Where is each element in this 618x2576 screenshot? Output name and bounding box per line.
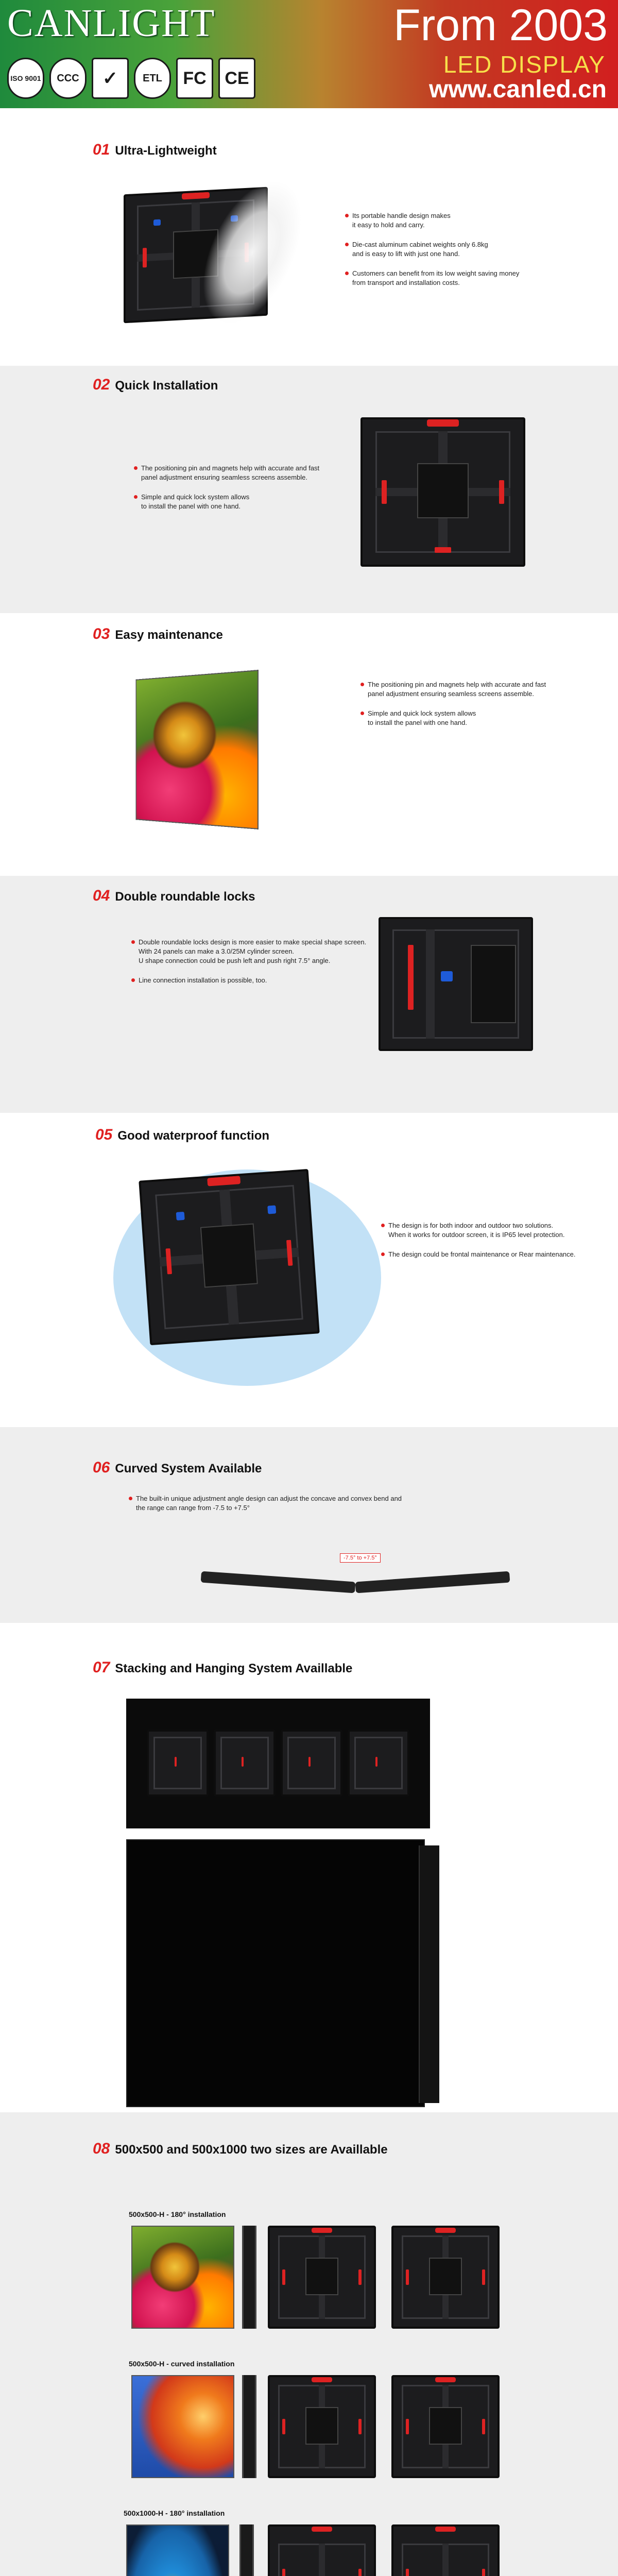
- cabinet-side-image: [242, 2375, 256, 2478]
- website-link[interactable]: www.canled.cn: [429, 76, 607, 103]
- section-title: [93, 376, 218, 394]
- feature-item: Simple and quick lock system allows to install the panel with one hand.: [134, 493, 319, 511]
- hanging-screen-image: [126, 1839, 425, 2107]
- section-number: 01: [93, 141, 110, 158]
- feature-item: The design could be frontal maintenance or Rear maintenance.: [381, 1250, 576, 1259]
- curved-screen-image: [201, 1571, 356, 1594]
- feature-list: [134, 464, 319, 521]
- section-heading: Good waterproof function: [117, 1129, 270, 1143]
- section-number: 02: [93, 376, 110, 393]
- cabinet-rear-image: [360, 417, 525, 567]
- cabinet-rear-image: [268, 2524, 376, 2576]
- cabinet-side-image: [242, 2226, 256, 2329]
- section-heading: Easy maintenance: [115, 628, 223, 642]
- feature-item: The design is for both indoor and outdoor two solutions. When it works for outdoor screen, it is IP65 level protection.: [381, 1221, 576, 1240]
- since-year: From 2003: [393, 1, 608, 50]
- feature-item: The positioning pin and magnets help with accurate and fast panel adjustment ensuring seamless screens assemble.: [360, 680, 546, 699]
- ccc-badge-icon: CCC: [49, 58, 87, 99]
- section-ultra-lightweight: [0, 108, 618, 366]
- section-easy-maintenance: [0, 613, 618, 876]
- section-title: [93, 1659, 352, 1676]
- section-number: 04: [93, 887, 110, 904]
- feature-list: [360, 680, 546, 738]
- section-waterproof: [0, 1113, 618, 1427]
- section-title: [93, 887, 255, 905]
- variant-label: 500x1000-H - 180° installation: [124, 2509, 225, 2517]
- section-heading: Curved System Available: [115, 1462, 262, 1476]
- section-stacking-hanging: [0, 1623, 618, 2112]
- section-title: [93, 625, 223, 643]
- ce-badge-icon: CE: [218, 58, 255, 99]
- feature-list: [345, 211, 519, 298]
- feature-item: The positioning pin and magnets help with accurate and fast panel adjustment ensuring seamless screens assemble.: [134, 464, 319, 482]
- bee-display-image: [131, 2226, 234, 2329]
- feature-list: [129, 1494, 402, 1523]
- stacked-cabinets-image: [126, 1699, 430, 1828]
- section-number: 05: [95, 1126, 113, 1143]
- section-title: [93, 1459, 262, 1477]
- section-double-roundable-locks: [0, 876, 618, 1113]
- feature-item: Customers can benefit from its low weight saving money from transport and installation costs.: [345, 269, 519, 287]
- led-display-subtitle: LED DISPLAY: [443, 51, 606, 78]
- feature-item: Its portable handle design makes it easy to hold and carry.: [345, 211, 519, 230]
- section-heading: Quick Installation: [115, 379, 218, 393]
- cabinet-rear-image: [391, 2226, 500, 2329]
- certification-badges: [7, 58, 255, 99]
- lock-closeup-image: [379, 917, 533, 1051]
- feature-item: The built-in unique adjustment angle design can adjust the concave and convex bend and the range can range from -7.5 to +7.5°: [129, 1494, 402, 1513]
- section-number: 03: [93, 625, 110, 642]
- feature-item: Simple and quick lock system allows to install the panel with one hand.: [360, 709, 546, 727]
- section-number: 08: [93, 2140, 110, 2157]
- flower-display-image: [131, 2375, 234, 2478]
- section-title: [95, 1126, 269, 1144]
- section-number: 06: [93, 1459, 110, 1476]
- section-heading: Ultra-Lightweight: [115, 144, 217, 158]
- feature-item: Die-cast aluminum cabinet weights only 6.8kg and is easy to lift with just one hand.: [345, 240, 519, 259]
- variant-label: 500x500-H - curved installation: [129, 2360, 235, 2368]
- section-heading: Double roundable locks: [115, 890, 255, 904]
- variant-label: 500x500-H - 180° installation: [129, 2210, 226, 2218]
- section-title: [93, 141, 217, 159]
- curved-screen-image: [355, 1571, 510, 1594]
- angle-range-label: -7.5° to +7.5°: [340, 1553, 381, 1563]
- header-banner: [0, 0, 618, 108]
- fc-badge-icon: FC: [176, 58, 213, 99]
- feature-item: Line connection installation is possible, too.: [131, 976, 366, 985]
- section-heading: 500x500 and 500x1000 two sizes are Availlable: [115, 2143, 388, 2157]
- cabinet-rear-image: [139, 1169, 320, 1345]
- cabinet-rear-image: [391, 2375, 500, 2478]
- iso-badge-icon: ISO 9001: [7, 58, 44, 99]
- feature-list: [131, 938, 366, 995]
- parrot-display-image: [126, 2524, 229, 2576]
- etl-badge-icon: ETL: [134, 58, 171, 99]
- brand-logo: CANLIGHT: [7, 2, 216, 45]
- cabinet-rear-image: [268, 2375, 376, 2478]
- section-title: [93, 2140, 388, 2158]
- cabinet-rear-image: [391, 2524, 500, 2576]
- cabinet-side-image: [239, 2524, 254, 2576]
- check-badge-icon: ✓: [92, 58, 129, 99]
- section-number: 07: [93, 1659, 110, 1676]
- section-quick-installation: [0, 366, 618, 613]
- cabinet-rear-image: [268, 2226, 376, 2329]
- feature-item: Double roundable locks design is more easier to make special shape screen. With 24 panels can make a 3.0/25M cylinder screen. U shape connection could be push left and push right 7.5° angle.: [131, 938, 366, 965]
- section-sizes: [0, 2112, 618, 2576]
- section-heading: Stacking and Hanging System Availlable: [115, 1662, 353, 1675]
- section-curved-system: [0, 1427, 618, 1623]
- bee-display-image: [135, 670, 259, 829]
- feature-list: [381, 1221, 576, 1269]
